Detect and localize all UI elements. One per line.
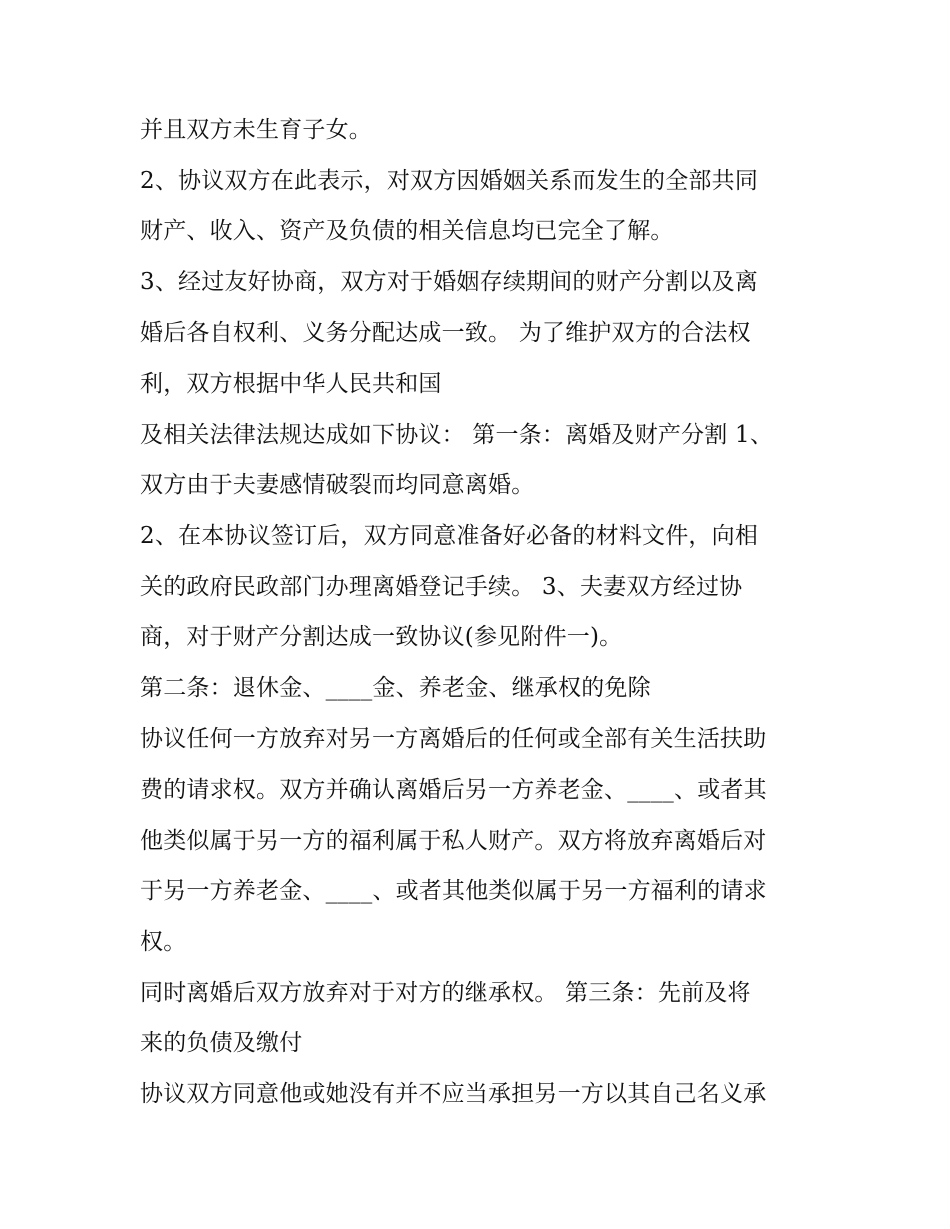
text-line: 他类似属于另一方的福利属于私人财产。双方将放弃离婚后对: [140, 828, 767, 854]
text-line: 费的请求权。双方并确认离婚后另一方养老金、____、或者其: [140, 777, 767, 803]
text-line: 商，对于财产分割达成一致协议(参见附件一)。: [140, 624, 623, 650]
text-line: 第二条：退休金、____金、养老金、继承权的免除: [140, 675, 651, 701]
text-line: 同时离婚后双方放弃对于对方的继承权。 第三条：先前及将: [140, 980, 751, 1006]
text-line: 2、在本协议签订后，双方同意准备好必备的材料文件，向相: [140, 523, 759, 549]
text-line: 协议任何一方放弃对另一方离婚后的任何或全部有关生活扶助: [140, 726, 767, 752]
text-line: 婚后各自权利、义务分配达成一致。 为了维护双方的合法权: [140, 320, 751, 346]
text-line: 2、协议双方在此表示，对双方因婚姻关系而发生的全部共同: [140, 168, 759, 194]
text-line: 及相关法律法规达成如下协议： 第一条：离婚及财产分割 1、: [140, 422, 774, 448]
text-line: 3、经过友好协商，双方对于婚姻存续期间的财产分割以及离: [140, 269, 759, 295]
text-line: 利，双方根据中华人民共和国: [140, 371, 442, 397]
text-line: 权。: [140, 929, 187, 955]
text-line: 于另一方养老金、____、或者其他类似属于另一方福利的请求: [140, 878, 767, 904]
text-line: 关的政府民政部门办理离婚登记手续。 3、夫妻双方经过协: [140, 574, 743, 600]
text-line: 并且双方未生育子女。: [140, 117, 372, 143]
text-line: 双方由于夫妻感情破裂而均同意离婚。: [140, 472, 535, 498]
text-line: 协议双方同意他或她没有并不应当承担另一方以其自己名义承: [140, 1081, 767, 1107]
text-line: 财产、收入、资产及负债的相关信息均已完全了解。: [140, 218, 674, 244]
text-line: 来的负债及缴付: [140, 1030, 303, 1056]
